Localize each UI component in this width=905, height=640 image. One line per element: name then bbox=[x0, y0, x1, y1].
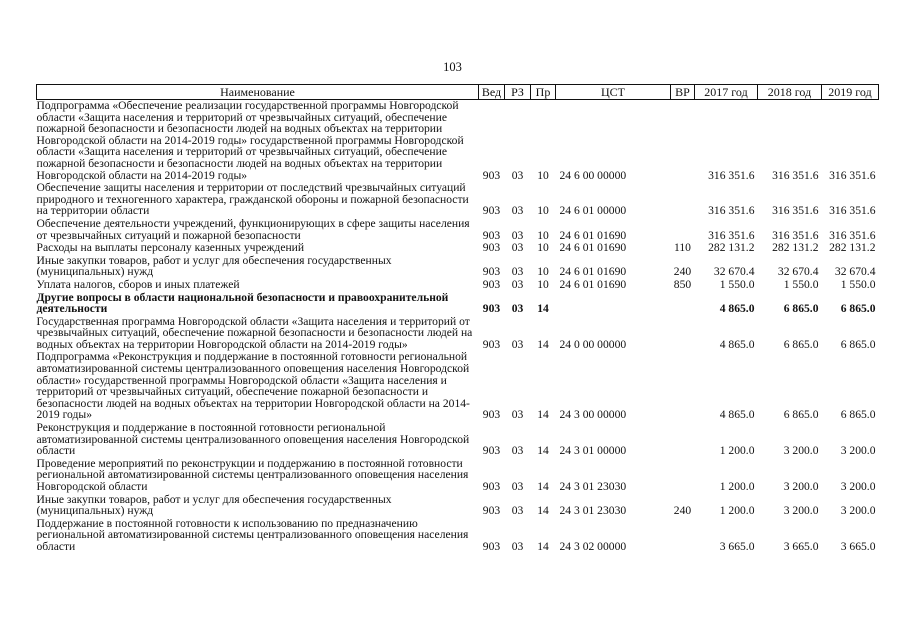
row-2018: 3 665.0 bbox=[783, 539, 819, 553]
row-vr bbox=[671, 458, 695, 494]
row-name: Подпрограмма «Реконструкция и поддержание в постоянной готовности региональной автоматизированной системы централизованного оповещения населения Новгородской области» государственной программы Новгородской области «Защита населения и территорий от чрезвычайных ситуаций, обеспечение пожарной безопасности и безопасности людей на водных объектах на территории Новгородской области на 2014-2019 годы» bbox=[36, 350, 470, 422]
row-2018: 3 200.0 bbox=[783, 480, 819, 493]
row-2019: 6 865.0 bbox=[840, 302, 876, 316]
row-rz: 03 bbox=[511, 408, 524, 422]
row-cst: 24 6 01 00000 bbox=[559, 204, 627, 218]
row-vr bbox=[671, 518, 695, 554]
header-2019: 2019 год bbox=[822, 85, 879, 100]
row-vr bbox=[671, 422, 695, 458]
header-vr: ВР bbox=[671, 85, 695, 100]
row-name: Другие вопросы в области национальной безопасности и правоохранительной деятельности bbox=[36, 290, 449, 316]
row-cst: 24 3 01 23030 bbox=[559, 504, 627, 518]
row-rz: 03 bbox=[511, 444, 524, 458]
row-cst: 24 3 01 23030 bbox=[559, 480, 627, 493]
row-rz: 03 bbox=[511, 539, 524, 553]
row-cst: 24 6 01 01690 bbox=[559, 265, 627, 279]
row-cst: 24 6 01 01690 bbox=[559, 277, 627, 291]
row-2018: 316 351.6 bbox=[772, 168, 819, 182]
row-name: Иные закупки товаров, работ и услуг для обеспечения государственных (муниципальных) нужд bbox=[36, 492, 392, 518]
row-rz: 03 bbox=[511, 168, 524, 182]
row-2018: 282 131.2 bbox=[772, 241, 819, 255]
row-name: Проведение мероприятий по реконструкции и поддержанию в постоянной готовности региональной автоматизированной системы централизованного оповещения населения Новгородской области bbox=[36, 456, 469, 493]
row-vr bbox=[671, 100, 695, 183]
row-2017: 1 200.0 bbox=[719, 504, 755, 518]
row-2017: 1 550.0 bbox=[719, 277, 755, 291]
row-pr: 14 bbox=[537, 504, 549, 518]
row-vr bbox=[671, 316, 695, 352]
row-2019: 3 200.0 bbox=[840, 480, 876, 493]
table-row bbox=[37, 255, 879, 279]
row-pr: 14 bbox=[537, 480, 549, 493]
row-2019: 1 550.0 bbox=[840, 277, 876, 291]
row-vr bbox=[671, 351, 695, 422]
row-pr: 14 bbox=[537, 408, 549, 422]
table-row bbox=[37, 218, 879, 242]
row-ved: 903 bbox=[482, 204, 501, 218]
row-2019: 3 200.0 bbox=[840, 444, 876, 458]
row-2017: 316 351.6 bbox=[708, 168, 755, 182]
row-2018: 6 865.0 bbox=[783, 302, 819, 316]
row-vr: 240 bbox=[673, 265, 692, 279]
row-ved: 903 bbox=[482, 277, 501, 291]
row-pr: 14 bbox=[537, 337, 549, 351]
budget-table bbox=[36, 84, 879, 554]
row-ved: 903 bbox=[482, 504, 501, 518]
row-2019: 6 865.0 bbox=[840, 408, 876, 422]
row-name: Реконструкция и поддержание в постоянной готовности региональной автоматизированной системы централизованного оповещения населения Новгородской области bbox=[36, 421, 470, 458]
row-cst: 24 6 01 01690 bbox=[559, 241, 627, 255]
row-cst: 24 6 01 01690 bbox=[559, 228, 627, 242]
row-2019: 3 665.0 bbox=[840, 539, 876, 553]
row-2017: 4 865.0 bbox=[719, 408, 755, 422]
row-2018: 1 550.0 bbox=[783, 277, 819, 291]
row-2018: 3 200.0 bbox=[783, 444, 819, 458]
row-rz: 03 bbox=[511, 241, 524, 255]
header-2018: 2018 год bbox=[758, 85, 822, 100]
row-2019: 6 865.0 bbox=[840, 337, 876, 351]
row-2019: 316 351.6 bbox=[829, 204, 876, 218]
row-rz: 03 bbox=[511, 228, 524, 242]
row-rz: 03 bbox=[511, 337, 524, 351]
row-ved: 903 bbox=[482, 228, 501, 242]
table-row bbox=[37, 351, 879, 422]
row-ved: 903 bbox=[482, 539, 501, 553]
row-vr bbox=[671, 182, 695, 218]
header-pr: Пр bbox=[531, 85, 556, 100]
row-2017: 282 131.2 bbox=[708, 241, 755, 255]
row-name: Иные закупки товаров, работ и услуг для обеспечения государственных (муниципальных) нужд bbox=[36, 253, 392, 279]
row-2019: 3 200.0 bbox=[840, 504, 876, 518]
row-vr: 110 bbox=[674, 241, 691, 255]
row-cst: 24 3 02 00000 bbox=[559, 539, 627, 553]
row-name: Обеспечение деятельности учреждений, функционирующих в сфере защиты населения от чрезвычайных ситуаций и пожарной безопасности bbox=[36, 216, 470, 242]
row-name: Расходы на выплаты персоналу казенных учреждений bbox=[36, 241, 305, 255]
row-2017: 316 351.6 bbox=[708, 228, 755, 242]
header-rz: РЗ bbox=[505, 85, 531, 100]
row-2018: 6 865.0 bbox=[783, 408, 819, 422]
row-ved: 903 bbox=[482, 265, 501, 279]
row-2018: 3 200.0 bbox=[783, 504, 819, 518]
header-2017: 2017 год bbox=[695, 85, 758, 100]
row-pr: 10 bbox=[537, 265, 549, 279]
row-name: Поддержание в постоянной готовности к использованию по предназначению региональной автоматизированной системы централизованного оповещения населения области bbox=[36, 516, 469, 553]
table-row bbox=[37, 182, 879, 218]
row-2019: 316 351.6 bbox=[829, 228, 876, 242]
row-cst: 24 6 00 00000 bbox=[559, 168, 627, 182]
row-name: Обеспечение защиты населения и территории от последствий чрезвычайных ситуаций природного и техногенного характера, гражданской обороны и пожарной безопасности на территории области bbox=[36, 181, 469, 218]
row-ved: 903 bbox=[482, 168, 501, 182]
row-vr bbox=[671, 292, 695, 316]
header-ved: Вед bbox=[479, 85, 505, 100]
row-ved: 903 bbox=[482, 241, 501, 255]
row-vr bbox=[671, 218, 695, 242]
row-2018: 6 865.0 bbox=[783, 337, 819, 351]
table-row bbox=[37, 279, 879, 292]
row-pr: 10 bbox=[537, 241, 549, 255]
row-name: Подпрограмма «Обеспечение реализации государственной программы Новгородской области «Защита населения и территорий от чрезвычайных ситуаций, обеспечение пожарной безопасности и безопасности людей на водных объектах на территории Новгородской области на 2014-2019 годы» государственной программы Новгородской области «Защита населения и территорий от чрезвычайных ситуаций, обеспечение пожарной безопасности и безопасности людей на водных объектах на территории Новгородской области на 2014-2019 годы» bbox=[36, 99, 464, 182]
row-rz: 03 bbox=[511, 277, 524, 291]
row-pr: 14 bbox=[537, 302, 549, 316]
row-2018: 316 351.6 bbox=[772, 228, 819, 242]
row-2017: 32 670.4 bbox=[713, 265, 755, 279]
row-pr: 10 bbox=[537, 228, 549, 242]
row-2017: 1 200.0 bbox=[719, 444, 755, 458]
table-row bbox=[37, 422, 879, 458]
row-2019: 32 670.4 bbox=[834, 265, 876, 279]
row-rz: 03 bbox=[511, 265, 524, 279]
table-body bbox=[37, 100, 879, 554]
row-2017: 4 865.0 bbox=[719, 337, 755, 351]
row-2019: 282 131.2 bbox=[829, 241, 876, 255]
table-row bbox=[37, 242, 879, 255]
header-cst: ЦСТ bbox=[556, 85, 671, 100]
row-ved: 903 bbox=[482, 408, 501, 422]
row-ved: 903 bbox=[482, 480, 501, 493]
row-pr: 10 bbox=[537, 204, 549, 218]
row-2017: 1 200.0 bbox=[719, 480, 755, 493]
row-cst: 24 3 01 00000 bbox=[559, 444, 627, 458]
row-vr: 240 bbox=[673, 504, 692, 518]
table-row bbox=[37, 316, 879, 352]
row-2017: 4 865.0 bbox=[719, 302, 755, 316]
table-header-row bbox=[37, 85, 879, 100]
row-2017: 3 665.0 bbox=[719, 539, 755, 553]
row-cst bbox=[556, 292, 671, 316]
table-row bbox=[37, 458, 879, 494]
header-name: Наименование bbox=[37, 85, 479, 100]
row-pr: 10 bbox=[537, 168, 549, 182]
row-vr: 850 bbox=[673, 277, 692, 291]
row-2017: 316 351.6 bbox=[708, 204, 755, 218]
row-ved: 903 bbox=[482, 337, 501, 351]
row-name: Уплата налогов, сборов и иных платежей bbox=[36, 277, 240, 291]
row-rz: 03 bbox=[511, 204, 524, 218]
row-pr: 14 bbox=[537, 539, 549, 553]
page-number: 103 bbox=[443, 60, 462, 74]
row-rz: 03 bbox=[511, 302, 524, 316]
table-row bbox=[37, 100, 879, 183]
row-name: Государственная программа Новгородской области «Защита населения и территорий от чрезвычайных ситуаций, обеспечение пожарной безопасности и безопасности людей на водных объектах на территории Новгородской области на 2014-2019 годы» bbox=[36, 314, 473, 351]
row-rz: 03 bbox=[511, 480, 524, 493]
table-row bbox=[37, 292, 879, 316]
row-2018: 32 670.4 bbox=[777, 265, 819, 279]
row-pr: 14 bbox=[537, 444, 549, 458]
table-row bbox=[37, 518, 879, 554]
table-row bbox=[37, 494, 879, 518]
row-ved: 903 bbox=[482, 302, 501, 316]
row-cst: 24 3 00 00000 bbox=[559, 408, 627, 422]
row-cst: 24 0 00 00000 bbox=[559, 337, 627, 351]
row-pr: 10 bbox=[537, 277, 549, 291]
row-2019: 316 351.6 bbox=[829, 168, 876, 182]
row-rz: 03 bbox=[511, 504, 524, 518]
row-2018: 316 351.6 bbox=[772, 204, 819, 218]
row-ved: 903 bbox=[482, 444, 501, 458]
